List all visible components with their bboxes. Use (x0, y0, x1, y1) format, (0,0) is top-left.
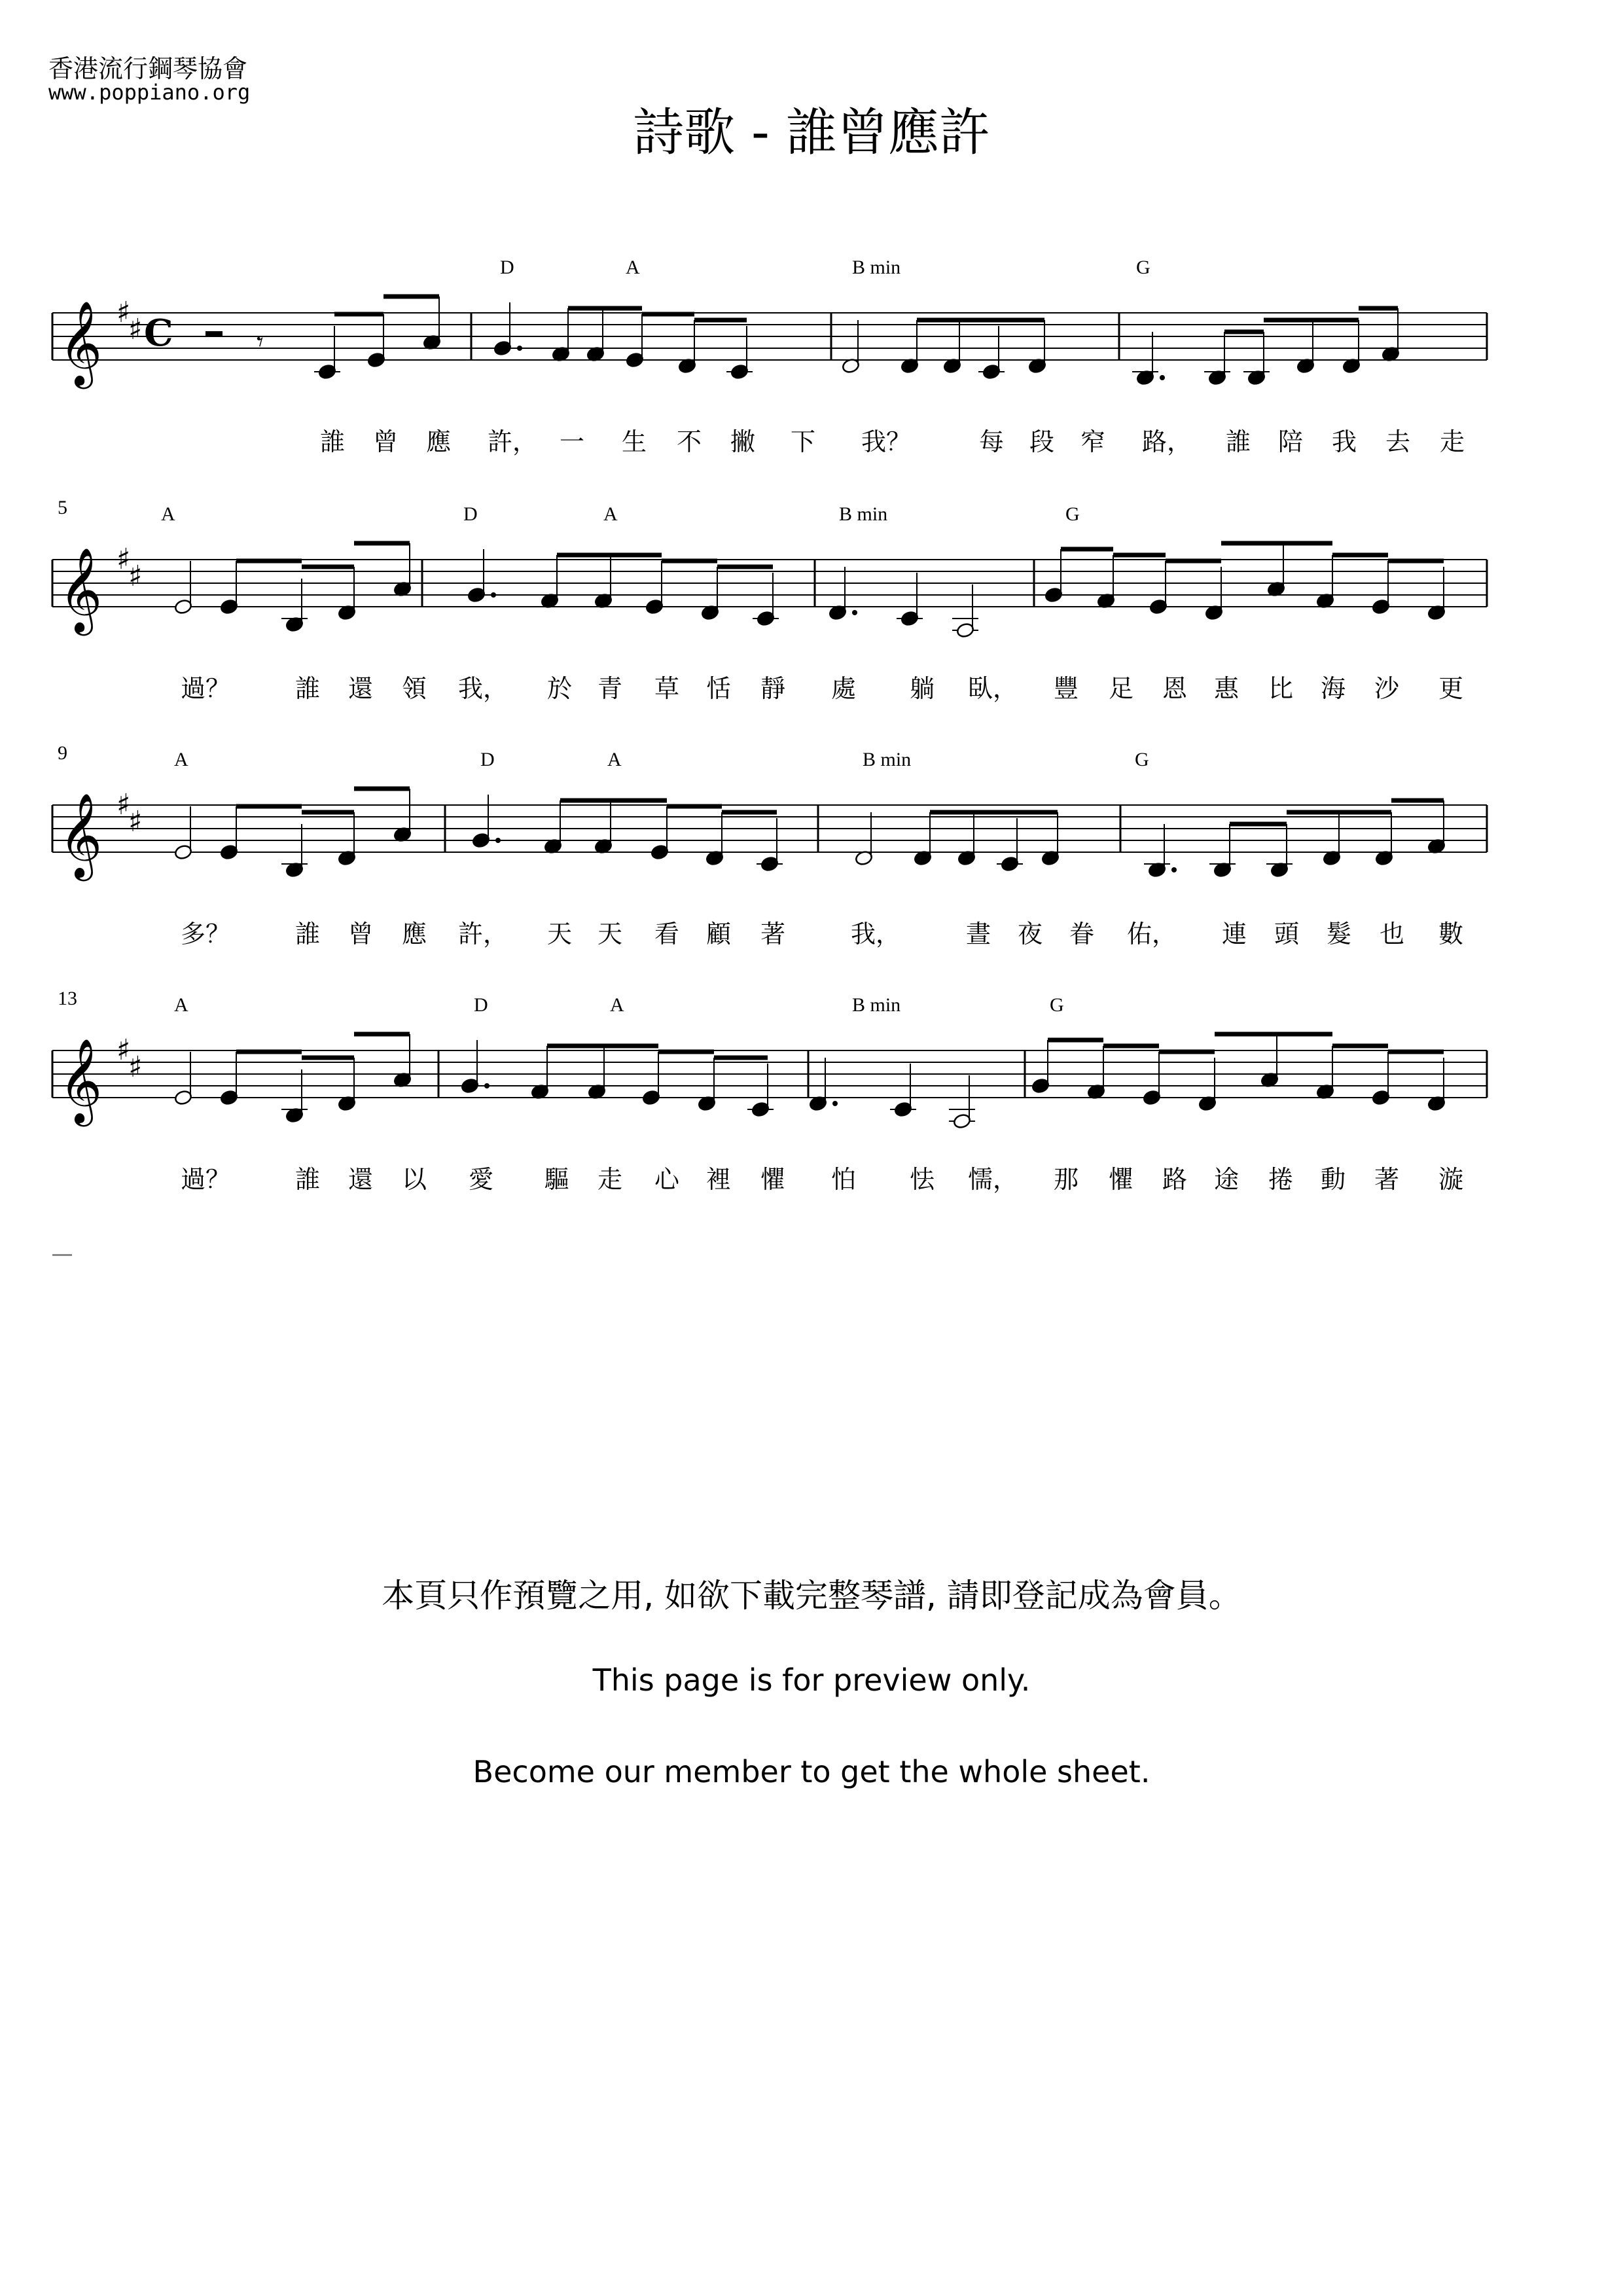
sharp-icon: ♯ (128, 1050, 143, 1084)
lyric-syllable: 更 (1438, 674, 1464, 703)
lyric-syllable: 以 (402, 1165, 427, 1194)
lyric-syllable: 著 (760, 920, 786, 948)
lyric-syllable: 惠 (1214, 674, 1240, 703)
lyric-syllable: 海 (1321, 674, 1346, 703)
half-rest-icon (205, 331, 223, 336)
lyric-syllable: 還 (348, 674, 374, 703)
lyric-syllable: 足 (1109, 674, 1134, 703)
lyric-syllable: 段 (1029, 427, 1055, 456)
lyric-syllable: 怕 (831, 1165, 857, 1194)
site-url[interactable]: www.poppiano.org (48, 80, 251, 105)
eighth-rest-icon: 𝄾 (257, 327, 264, 357)
measure-number: 5 (58, 497, 67, 518)
lyric-syllable: 髮 (1327, 920, 1352, 948)
staff-system-2 (52, 497, 1487, 703)
lyric-syllable: 我， (458, 674, 508, 703)
lyric-syllable: 每 (979, 427, 1005, 456)
treble-clef-icon: 𝄞 (59, 300, 103, 386)
lyric-syllable: 天 (597, 920, 623, 948)
chord-symbol: D (500, 257, 514, 278)
chord-symbol: B min (863, 749, 912, 770)
cut-mark (52, 1254, 72, 1256)
dot (852, 610, 857, 615)
lyric-syllable: 臥， (968, 674, 1018, 703)
lyric-syllable: 連 (1222, 920, 1247, 948)
lyric-syllable: 怯 (910, 1165, 935, 1194)
lyric-syllable: 心 (654, 1165, 680, 1194)
chord-symbol: B min (852, 257, 901, 278)
lyric-syllable: 佑， (1127, 920, 1177, 948)
dot (484, 1083, 490, 1088)
staff-system-1 (52, 257, 1487, 456)
lyric-syllable: 也 (1380, 920, 1405, 948)
lyric-syllable: 驅 (544, 1165, 570, 1194)
sharp-icon: ♯ (128, 805, 143, 838)
chord-symbol: D (463, 503, 478, 525)
lyric-syllable: 顧 (706, 920, 732, 948)
lyric-syllable: 曾 (373, 427, 399, 456)
lyric-syllable: 我 (1332, 427, 1357, 456)
lyric-syllable: 動 (1321, 1165, 1346, 1194)
chord-symbol: A (603, 503, 618, 525)
lyric-syllable: 過？ (181, 674, 231, 703)
site-name: 香港流行鋼琴協會 (48, 54, 248, 83)
lyric-syllable: 躺 (910, 674, 935, 703)
lyric-syllable: 領 (402, 674, 427, 703)
lyric-syllable: 懼 (760, 1165, 786, 1194)
chord-symbol: A (607, 749, 622, 770)
lyric-syllable: 窄 (1080, 427, 1106, 456)
lyric-syllable: 曾 (348, 920, 374, 948)
dot (517, 346, 522, 351)
lyric-syllable: 下 (791, 427, 816, 456)
lyric-syllable: 懦， (968, 1165, 1018, 1194)
sharp-icon: ♯ (128, 560, 143, 593)
lyric-syllable: 比 (1268, 674, 1294, 703)
lyric-syllable: 天 (547, 920, 573, 948)
sharp-icon: ♯ (128, 313, 143, 346)
chord-symbol: G (1065, 503, 1080, 525)
preview-notice-en-1: This page is for preview only. (592, 1662, 1031, 1698)
lyric-syllable: 應 (426, 427, 452, 456)
lyric-syllable: 頭 (1274, 920, 1300, 948)
lyric-syllable: 去 (1385, 427, 1411, 456)
chord-symbol: D (474, 994, 488, 1016)
chord-symbol: D (480, 749, 495, 770)
lyric-syllable: 捲 (1268, 1165, 1294, 1194)
preview-notice-zh: 本頁只作預覽之用, 如欲下載完整琴譜, 請即登記成為會員。 (382, 1577, 1241, 1615)
measure-number: 9 (58, 742, 67, 764)
lyric-syllable: 撇 (730, 427, 756, 456)
chord-symbol: A (161, 503, 175, 525)
lyric-syllable: 晝 (966, 920, 991, 948)
lyric-syllable: 誰 (1226, 427, 1251, 456)
lyric-syllable: 路， (1142, 427, 1192, 456)
lyric-syllable: 走 (1440, 427, 1465, 456)
treble-clef-icon: 𝄞 (59, 793, 103, 878)
dot (832, 1101, 838, 1106)
lyric-syllable: 還 (348, 1165, 374, 1194)
lyric-syllable: 草 (654, 674, 680, 703)
lyric-syllable: 誰 (295, 674, 321, 703)
lyric-syllable: 眷 (1069, 920, 1095, 948)
lyric-syllable: 青 (597, 674, 623, 703)
lyric-syllable: 誰 (295, 1165, 321, 1194)
lyric-syllable: 途 (1214, 1165, 1240, 1194)
lyric-syllable: 誰 (320, 427, 346, 456)
sharp-icon: ♯ (116, 788, 131, 821)
lyric-syllable: 不 (677, 427, 702, 456)
chord-symbol: G (1135, 749, 1149, 770)
lyric-syllable: 夜 (1018, 920, 1043, 948)
lyric-syllable: 裡 (706, 1165, 732, 1194)
lyric-syllable: 豐 (1054, 674, 1079, 703)
lyric-syllable: 看 (654, 920, 680, 948)
chord-symbol: B min (839, 503, 888, 525)
lyric-syllable: 過？ (181, 1165, 231, 1194)
dot (491, 592, 496, 598)
time-signature: C (144, 312, 173, 355)
chord-symbol: G (1050, 994, 1064, 1016)
chord-symbol: A (174, 749, 188, 770)
lyric-syllable: 於 (547, 674, 573, 703)
lyric-syllable: 路 (1162, 1165, 1188, 1194)
lyric-syllable: 靜 (760, 674, 786, 703)
lyric-syllable: 數 (1438, 920, 1464, 948)
dot (1160, 375, 1165, 380)
lyric-syllable: 生 (622, 427, 647, 456)
lyric-syllable: 多？ (181, 920, 231, 948)
chord-symbol: A (610, 994, 624, 1016)
preview-notice-en-2: Become our member to get the whole sheet. (473, 1754, 1150, 1789)
lyric-syllable: 恩 (1162, 674, 1188, 703)
lyric-syllable: 我， (851, 920, 901, 948)
measure-number: 13 (58, 988, 77, 1009)
chord-symbol: B min (852, 994, 901, 1016)
treble-clef-icon: 𝄞 (59, 547, 103, 632)
staff-system-3 (52, 742, 1487, 948)
lyric-syllable: 許， (488, 427, 538, 456)
sharp-icon: ♯ (116, 1033, 131, 1067)
lyric-syllable: 懼 (1109, 1165, 1134, 1194)
lyric-syllable: 那 (1054, 1165, 1079, 1194)
lyric-syllable: 著 (1374, 1165, 1400, 1194)
dot (495, 838, 501, 843)
staff-system-4 (52, 988, 1487, 1194)
page-title: 詩歌 - 誰曾應許 (633, 103, 990, 162)
sharp-icon: ♯ (116, 296, 131, 329)
sharp-icon: ♯ (116, 543, 131, 576)
dot (1171, 867, 1177, 872)
lyric-syllable: 愛 (469, 1165, 494, 1194)
chord-symbol: A (626, 257, 640, 278)
lyric-syllable: 恬 (706, 674, 732, 703)
lyric-syllable: 應 (402, 920, 427, 948)
lyric-syllable: 誰 (295, 920, 321, 948)
chord-symbol: G (1136, 257, 1150, 278)
lyric-syllable: 陪 (1278, 427, 1304, 456)
lyric-syllable: 我？ (861, 427, 912, 456)
lyric-syllable: 走 (597, 1165, 623, 1194)
lyric-syllable: 許， (458, 920, 508, 948)
lyric-syllable: 處 (831, 674, 857, 703)
treble-clef-icon: 𝄞 (59, 1038, 103, 1123)
lyric-syllable: 沙 (1374, 674, 1400, 703)
lyric-syllable: 漩 (1438, 1165, 1464, 1194)
chord-symbol: A (174, 994, 188, 1016)
lyric-syllable: 一 (560, 427, 585, 456)
